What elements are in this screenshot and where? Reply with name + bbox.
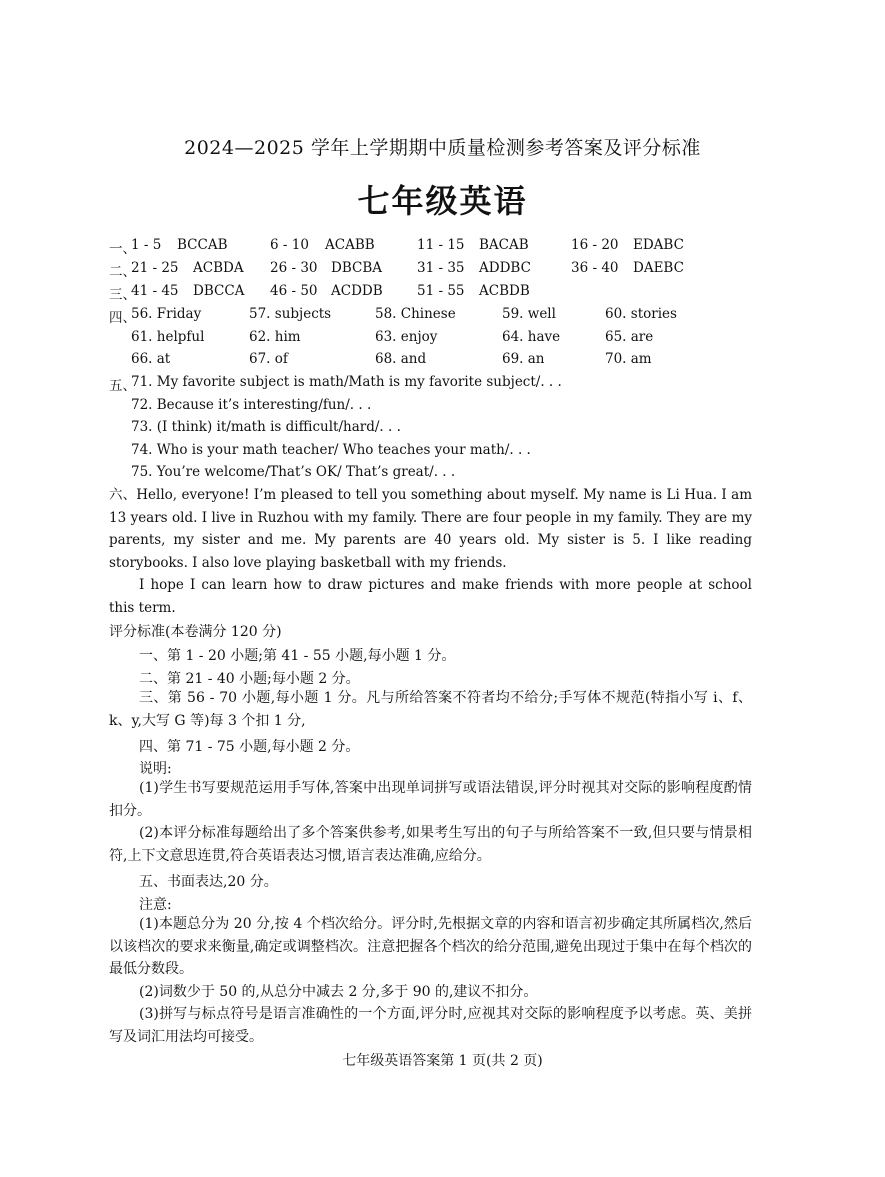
range: 11 - 15	[417, 237, 465, 253]
grading-item-3: 三、第 56 - 70 小题,每小题 1 分。凡与所给答案不符者均不给分;手写体不规范(特指小写 i、f、k、y,大写 G 等)每 3 个扣 1 分,	[109, 690, 752, 729]
grading-item-5: 五、书面表达,20 分。	[139, 874, 278, 890]
answer-key: BACAB	[479, 237, 529, 253]
answer-key: ADDBC	[479, 260, 531, 276]
answer-key: DAEBC	[633, 260, 684, 276]
range: 26 - 30	[270, 260, 318, 276]
answer-row-section-4-c	[109, 351, 759, 373]
fill-answer: 61. helpful	[131, 329, 205, 345]
section-prefix: 六、	[109, 487, 137, 503]
grading-item: 一、第 1 - 20 小题;第 41 - 55 小题,每小题 1 分。	[139, 648, 456, 664]
answer-key: EDABC	[633, 237, 684, 253]
answer-row-section-1	[109, 237, 759, 259]
answer-key: DBCCA	[193, 283, 245, 299]
answer-row-section-4-b	[109, 329, 759, 351]
section-prefix: 一、	[109, 241, 136, 257]
exam-header-title: 2024—2025 学年上学期期中质量检测参考答案及评分标准	[184, 137, 701, 159]
subject-title: 七年级英语	[357, 182, 528, 220]
writing-sample-paragraph-1	[109, 484, 752, 574]
range: 41 - 45	[131, 283, 179, 299]
range: 36 - 40	[571, 260, 619, 276]
note-1: (1)学生书写要规范运用手写体,答案中出现单词拼写或语法错误,评分时视其对交际的影响程度酌情扣分。	[109, 780, 752, 819]
grading-item: 二、第 21 - 40 小题;每小题 2 分。	[139, 671, 360, 687]
sentence-answer: 72. Because it’s interesting/fun/. . .	[131, 397, 372, 413]
attention-1: (1)本题总分为 20 分,按 4 个档次给分。评分时,先根据文章的内容和语言初步确定其所属档次,然后以该档次的要求来衡量,确定或调整档次。注意把握各个档次的给分范围,避免出现过于集中在每个档次的最低分数段。	[109, 916, 752, 978]
fill-answer: 62. him	[249, 329, 301, 345]
fill-answer: 59. well	[502, 306, 556, 322]
attention-2: (2)词数少于 50 的,从总分中减去 2 分,多于 90 的,建议不扣分。	[139, 984, 538, 1000]
fill-answer: 68. and	[375, 351, 427, 367]
section-prefix: 五、	[109, 378, 136, 394]
grading-title: 评分标准(本卷满分 120 分)	[109, 624, 282, 640]
grading-item-4: 四、第 71 - 75 小题,每小题 2 分。	[139, 739, 360, 755]
answer-key: ACABB	[325, 237, 375, 253]
range: 1 - 5	[131, 237, 162, 253]
page-footer: 七年级英语答案第 1 页(共 2 页)	[342, 1053, 543, 1069]
sentence-answer: 74. Who is your math teacher/ Who teaches your math/. . .	[131, 442, 531, 458]
sentence-answer: 73. (I think) it/math is difficult/hard/. . .	[131, 419, 401, 435]
range: 16 - 20	[571, 237, 619, 253]
writing-sample-text: Hello, everyone! I’m pleased to tell you something about myself. My name is Li Hua. I am 13 years old. I live in Ruzhou with my family. There are four people in my family. They are my parents, my sister and me. My parents are 40 years old. My sister is 5. I like reading storybooks. I also love playing basketball with my friends.	[109, 487, 752, 571]
section-prefix: 三、	[109, 287, 136, 303]
range: 6 - 10	[270, 237, 309, 253]
fill-answer: 66. at	[131, 351, 171, 367]
range: 31 - 35	[417, 260, 465, 276]
range: 46 - 50	[270, 283, 318, 299]
fill-answer: 64. have	[502, 329, 561, 345]
answer-row-section-4-a	[109, 306, 759, 328]
fill-answer: 56. Friday	[131, 306, 202, 322]
answer-key: ACDDB	[331, 283, 383, 299]
attention-3: (3)拼写与标点符号是语言准确性的一个方面,评分时,应视其对交际的影响程度予以考虑。英、美拼写及词汇用法均可接受。	[109, 1006, 752, 1045]
section-prefix: 二、	[109, 264, 136, 280]
sentence-answer: 75. You’re welcome/That’s OK/ That’s great/. . .	[131, 464, 456, 480]
fill-answer: 67. of	[249, 351, 288, 367]
sentence-answer: 71. My favorite subject is math/Math is my favorite subject/. . .	[131, 374, 562, 390]
range: 51 - 55	[417, 283, 465, 299]
note-2: (2)本评分标准每题给出了多个答案供参考,如果考生写出的句子与所给答案不一致,但只要与情景相符,上下文意思连贯,符合英语表达习惯,语言表达准确,应给分。	[109, 825, 752, 864]
fill-answer: 60. stories	[605, 306, 677, 322]
fill-answer: 58. Chinese	[375, 306, 456, 322]
range: 21 - 25	[131, 260, 179, 276]
attention-label: 注意:	[139, 897, 172, 913]
fill-answer: 69. an	[502, 351, 545, 367]
answer-key: ACBDA	[193, 260, 244, 276]
fill-answer: 70. am	[605, 351, 652, 367]
answer-key: BCCAB	[177, 237, 228, 253]
fill-answer: 57. subjects	[249, 306, 332, 322]
writing-sample-paragraph-2: I hope I can learn how to draw pictures and make friends with more people at school this term.	[109, 577, 752, 616]
fill-answer: 65. are	[605, 329, 654, 345]
answer-key: DBCBA	[331, 260, 382, 276]
answer-key: ACBDB	[479, 283, 530, 299]
answer-row-section-2	[109, 260, 759, 282]
answer-row-section-3	[109, 283, 759, 305]
note-label: 说明:	[139, 761, 172, 777]
fill-answer: 63. enjoy	[375, 329, 438, 345]
section-prefix: 四、	[109, 310, 136, 326]
